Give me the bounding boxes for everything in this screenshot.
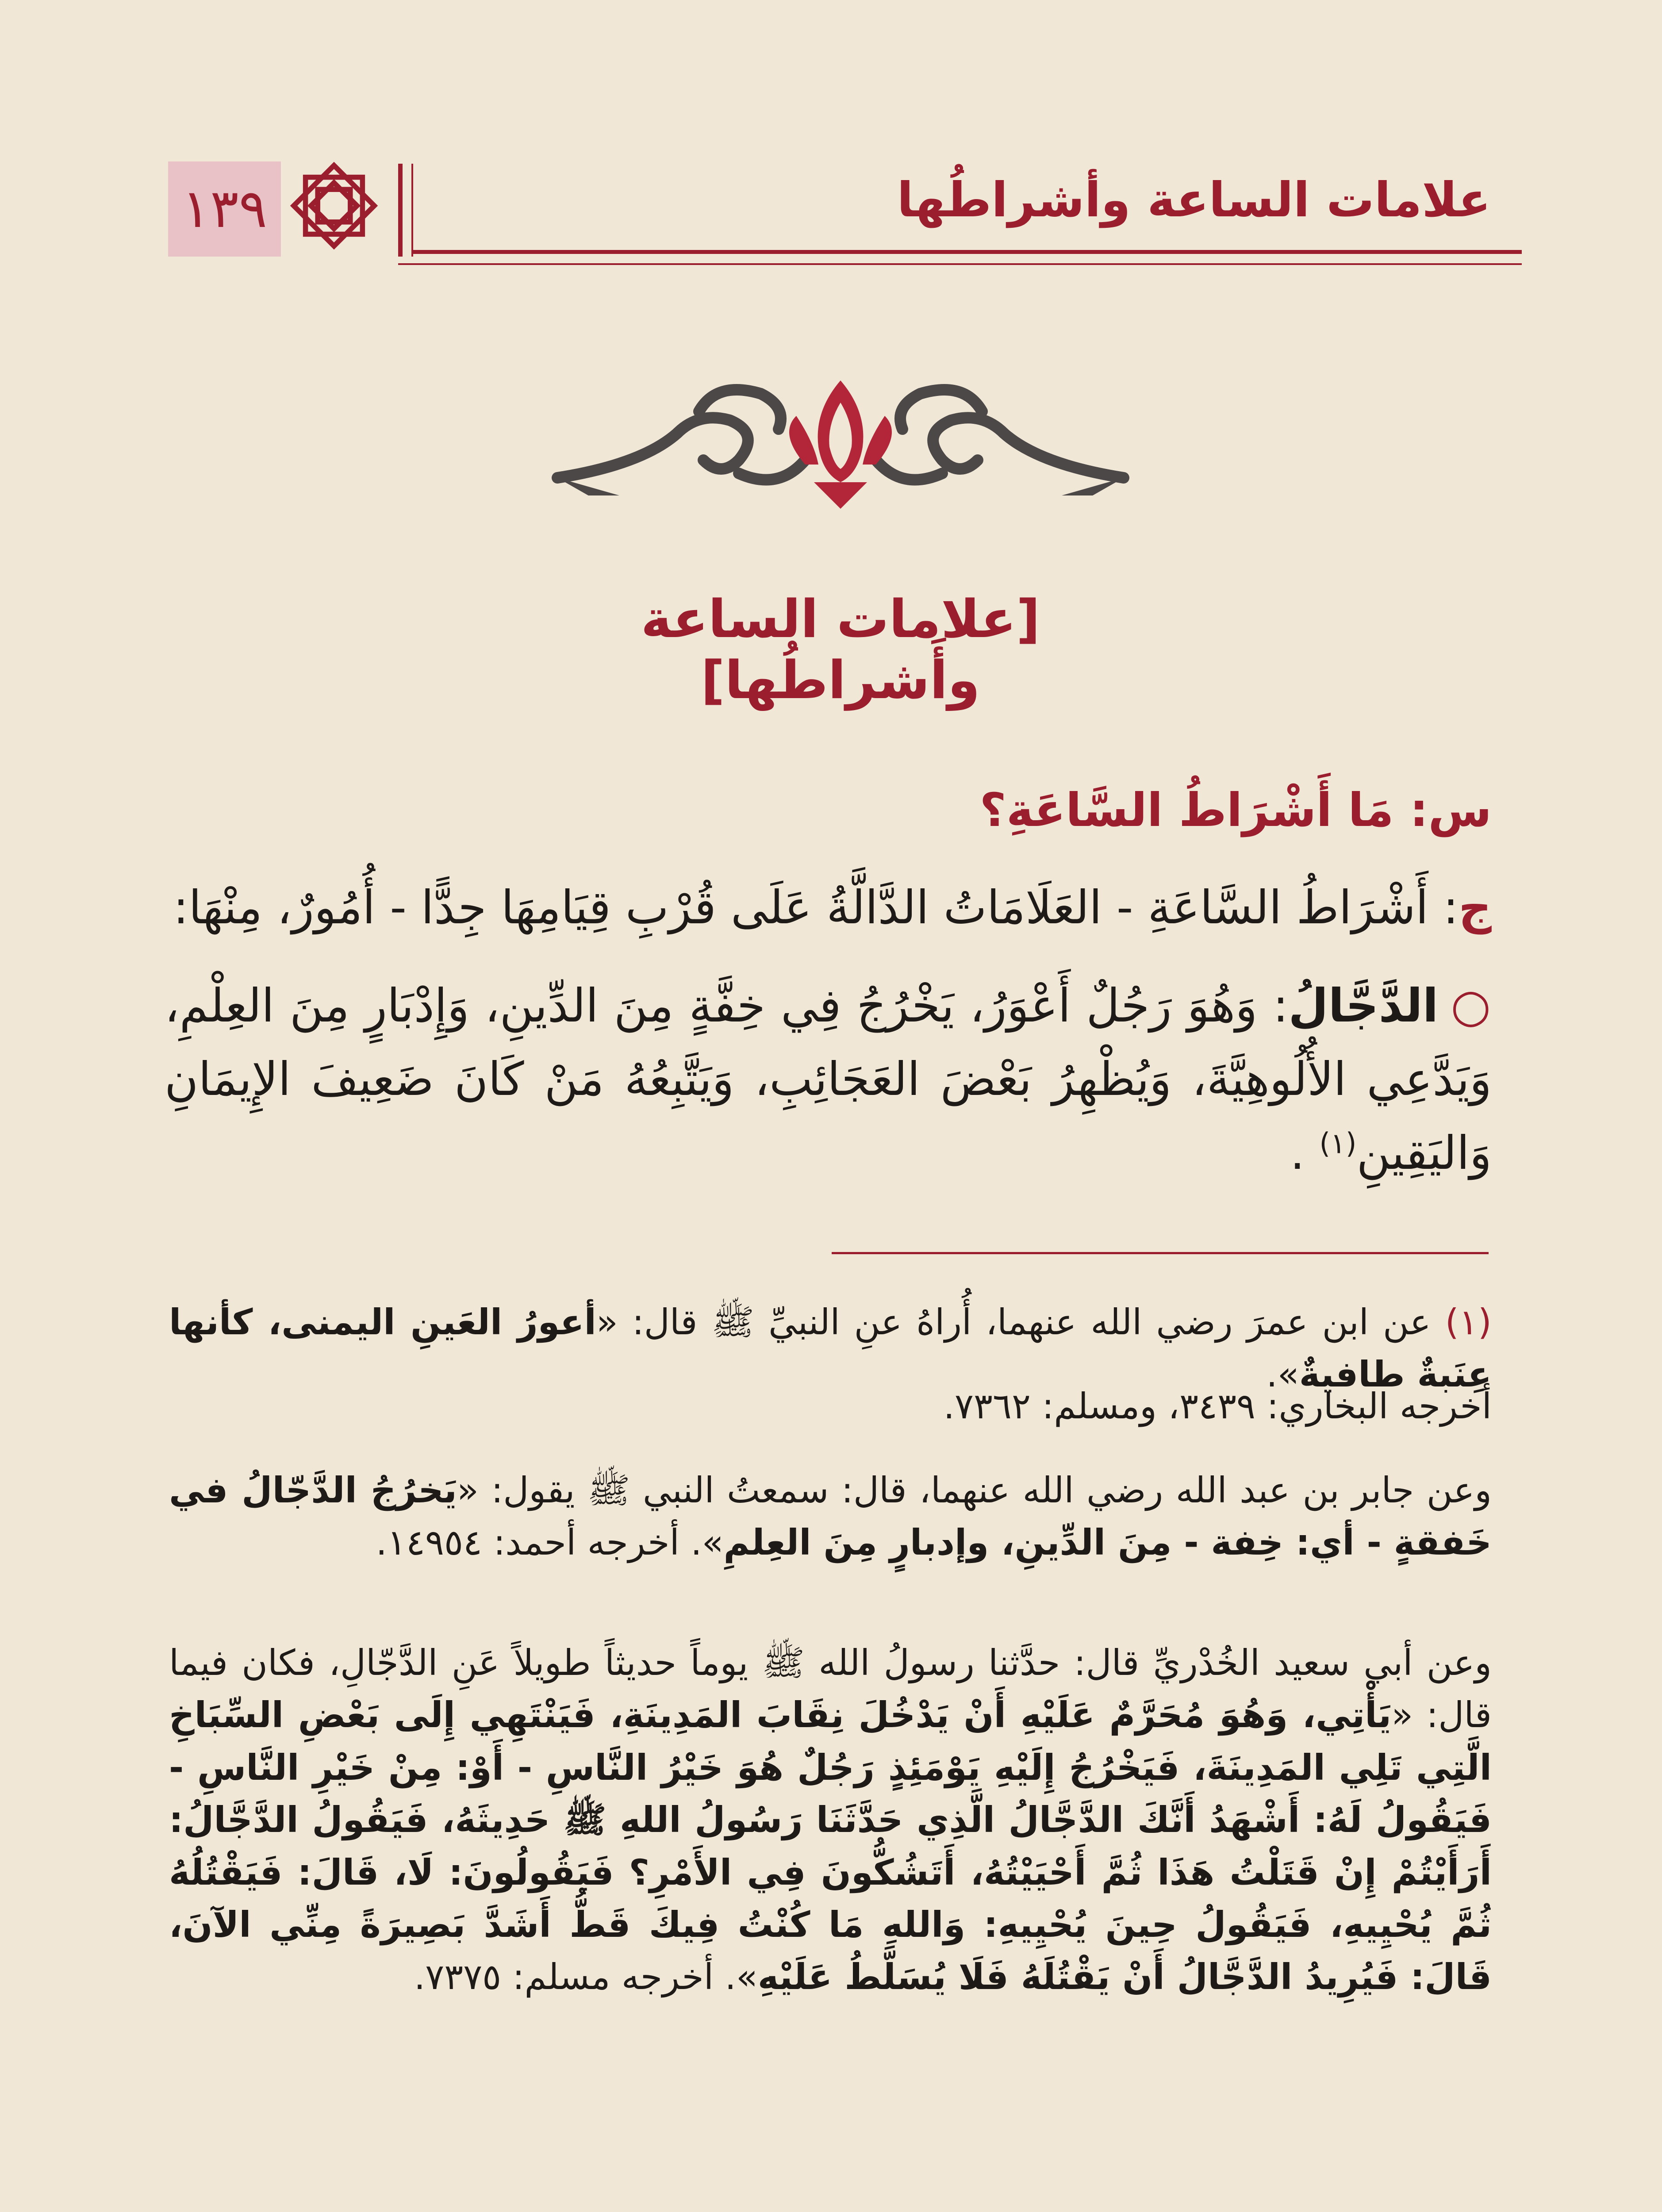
footnote-1-source: أخرجه البخاري: ٣٤٣٩، ومسلم: ٧٣٦٢. xyxy=(943,1386,1492,1427)
ornament-divider-icon xyxy=(531,363,1150,513)
page-number: ١٣٩ xyxy=(168,161,281,257)
running-title: علامات الساعة وأشراطُها xyxy=(897,173,1491,228)
footnote-ref: (١) xyxy=(1319,1127,1357,1160)
question-line xyxy=(165,783,1492,837)
answer-marker: ج xyxy=(1459,880,1492,934)
footnote-number: (١) xyxy=(1445,1302,1492,1343)
header-rule xyxy=(398,263,1522,265)
hadith-quote: يَأْتِي، وَهُوَ مُحَرَّمٌ عَلَيْهِ أَنْ يَدْخُلَ نِقَابَ المَدِينَةِ، فَيَنْتَهِي إِلَى بَعْضِ السِّبَاخِ الَّتِي تَلِي المَدِينَةَ، فَيَخْرُجُ إِلَيْهِ يَوْمَئِذٍ رَجُلٌ هُوَ خَيْرُ النَّاسِ - أَوْ: مِنْ خَيْرِ النَّاسِ - فَيَقُولُ لَهُ: أَشْهَدُ أَنَّكَ الدَّجَّالُ الَّذِي حَدَّثَنَا رَسُولُ اللهِ ﷺ حَدِيثَهُ، فَيَقُولُ الدَّجَّالُ: أَرَأَيْتُمْ إِنْ قَتَلْتُ هَذَا ثُمَّ أَحْيَيْتُهُ، أَتَشُكُّونَ فِي الأَمْرِ؟ فَيَقُولُونَ: لَا، قَالَ: فَيَقْتُلُهُ ثُمَّ يُحْيِيهِ، فَيَقُولُ حِينَ يُحْيِيهِ: وَاللهِ مَا كُنْتُ فِيكَ قَطُّ أَشَدَّ بَصِيرَةً مِنِّي الآنَ، قَالَ: فَيُرِيدُ الدَّجَّالُ أَنْ يَقْتُلَهُ فَلَا يُسَلَّطُ عَلَيْهِ xyxy=(169,1694,1492,1998)
point-dajjal: ○الدَّجَّالُ: وَهُوَ رَجُلٌ أَعْوَرُ، يَخْرُجُ فِي خِفَّةٍ مِنَ الدِّينِ، وَإِدْبَارٍ مِنَ العِلْمِ، وَيَدَّعِي الأُلُوهِيَّةَ، وَيُظْهِرُ بَعْضَ العَجَائِبِ، وَيَتَّبِعُهُ مَنْ كَانَ ضَعِيفَ الإِيمَانِ وَاليَقِينِ$^{(١)}$ . xyxy=(165,979,1492,1180)
eight-point-star-icon xyxy=(283,155,385,257)
footnote-1: (١) عن ابن عمرَ رضي الله عنهما، أُراهُ عنِ النبيِّ ﷺ قال: «أعورُ العَينِ اليمنى، كأنها عِنَبةٌ طافيةٌ». xyxy=(169,1302,1492,1395)
header-rule xyxy=(411,250,1522,254)
answer-line xyxy=(165,880,1492,934)
footnote-3: وعن أبي سعيد الخُدْريِّ قال: حدَّثنا رسولُ الله ﷺ يوماً حديثاً طويلاً عَنِ الدَّجّالِ، فكان فيما قال: «يَأْتِي، وَهُوَ مُحَرَّمٌ عَلَيْهِ أَنْ يَدْخُلَ نِقَابَ المَدِينَةِ، فَيَنْتَهِي إِلَى بَعْضِ السِّبَاخِ الَّتِي تَلِي المَدِينَةَ، فَيَخْرُجُ إِلَيْهِ يَوْمَئِذٍ رَجُلٌ هُوَ خَيْرُ النَّاسِ - أَوْ: مِنْ خَيْرِ النَّاسِ - فَيَقُولُ لَهُ: أَشْهَدُ أَنَّكَ الدَّجَّالُ الَّذِي حَدَّثَنَا رَسُولُ اللهِ ﷺ حَدِيثَهُ، فَيَقُولُ الدَّجَّالُ: أَرَأَيْتُمْ إِنْ قَتَلْتُ هَذَا ثُمَّ أَحْيَيْتُهُ، أَتَشُكُّونَ فِي الأَمْرِ؟ فَيَقُولُونَ: لَا، قَالَ: فَيَقْتُلُهُ ثُمَّ يُحْيِيهِ، فَيَقُولُ حِينَ يُحْيِيهِ: وَاللهِ مَا كُنْتُ فِيكَ قَطُّ أَشَدَّ بَصِيرَةً مِنِّي الآنَ، قَالَ: فَيُرِيدُ الدَّجَّالُ أَنْ يَقْتُلَهُ فَلَا يُسَلَّطُ عَلَيْهِ». أخرجه مسلم: ٧٣٧٥. xyxy=(169,1642,1492,1998)
footnote-separator xyxy=(832,1252,1489,1254)
header-rule xyxy=(398,164,403,257)
point-lead: الدَّجَّالُ xyxy=(1288,979,1439,1033)
chapter-title: [علامات الساعة وأَشراطُها] xyxy=(641,588,1040,710)
hadith-quote: يَخرُجُ الدَّجّالُ في خَفقةٍ - أي: خِفة - مِنَ الدِّينِ، وإدبارٍ مِنَ العِلمِ xyxy=(169,1470,1492,1563)
hadith-quote: أعورُ العَينِ اليمنى، كأنها عِنَبةٌ طافيةٌ xyxy=(169,1302,1492,1395)
point-text: : وَهُوَ رَجُلٌ أَعْوَرُ، يَخْرُجُ فِي خِفَّةٍ مِنَ الدِّينِ، وَإِدْبَارٍ مِنَ العِلْمِ، وَيَدَّعِي الأُلُوهِيَّةَ، وَيُظْهِرُ بَعْضَ العَجَائِبِ، وَيَتَّبِعُهُ مَنْ كَانَ ضَعِيفَ الإِيمَانِ وَاليَقِينِ xyxy=(165,979,1492,1180)
answer-text: : أَشْرَاطُ السَّاعَةِ - العَلَامَاتُ الدَّالَّةُ عَلَى قُرْبِ قِيَامِهَا جِدًّا - أُمُورٌ، مِنْهَا: xyxy=(173,880,1459,934)
question-text: : مَا أَشْرَاطُ السَّاعَةِ؟ xyxy=(979,783,1428,837)
footnote-2: وعن جابر بن عبد الله رضي الله عنهما، قال: سمعتُ النبي ﷺ يقول: «يَخرُجُ الدَّجّالُ في خَفقةٍ - أي: خِفة - مِنَ الدِّينِ، وإدبارٍ مِنَ العِلمِ». أخرجه أحمد: ١٤٩٥٤. xyxy=(169,1470,1492,1563)
bullet-icon: ○ xyxy=(1451,979,1492,1033)
question-marker: س xyxy=(1428,783,1492,837)
header-rule xyxy=(411,164,413,257)
